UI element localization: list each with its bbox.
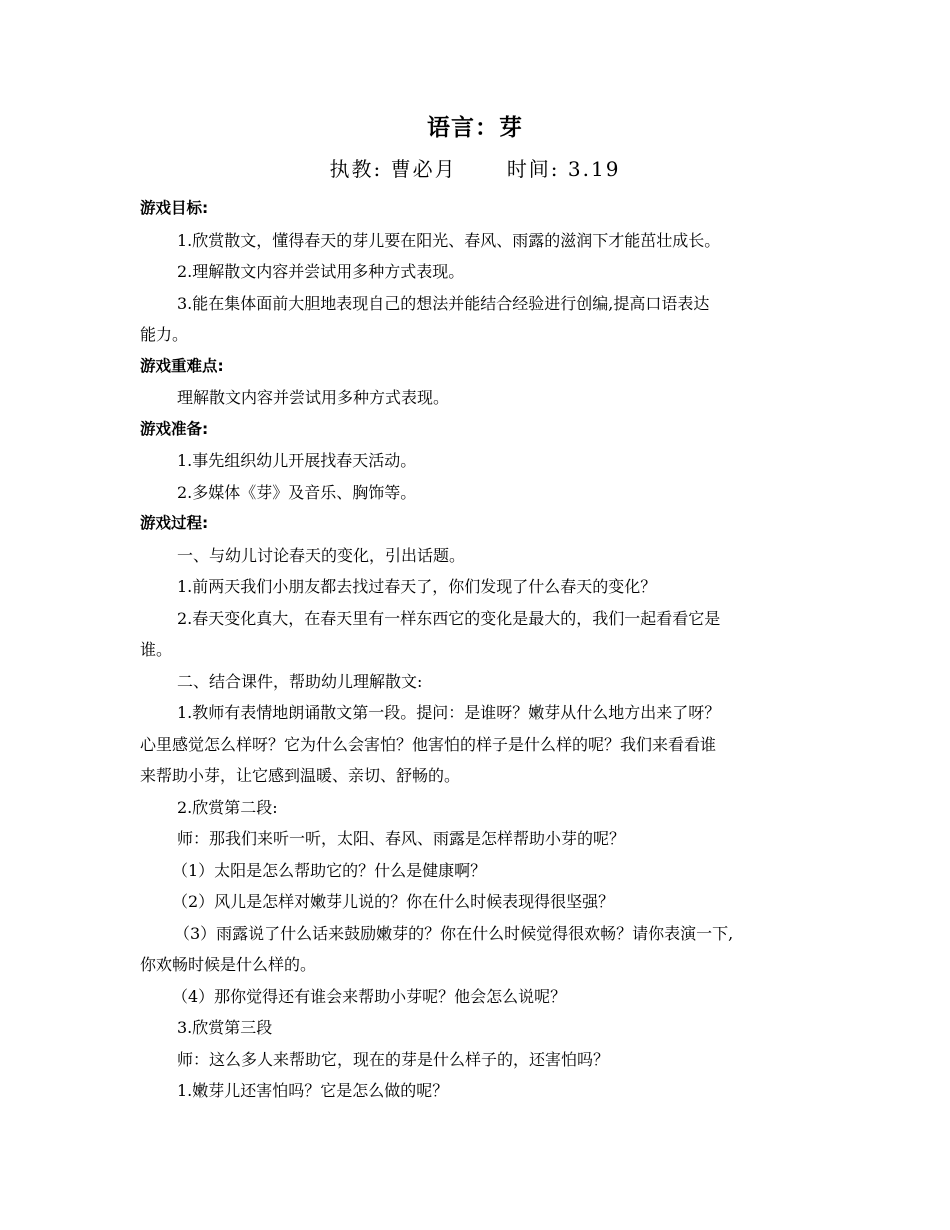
process-line: 师：这么多人来帮助它，现在的芽是什么样子的，还害怕吗？ xyxy=(177,1049,610,1069)
process-line-continuation: 来帮助小芽，让它感到温暖、亲切、舒畅的。 xyxy=(140,766,461,785)
goal-item: 1.欣赏散文，懂得春天的芽儿要在阳光、春风、雨露的滋润下才能茁壮成长。 xyxy=(177,230,721,250)
process-line: 1.教师有表情地朗诵散文第一段。提问：是谁呀？嫩芽从什么地方出来了呀？ xyxy=(177,703,721,722)
process-step-heading: 一、与幼儿讨论春天的变化，引出话题。 xyxy=(177,545,466,565)
goal-item: 2.理解散文内容并尝试用多种方式表现。 xyxy=(177,262,465,281)
goal-item-continuation: 能力。 xyxy=(140,325,189,344)
process-question: （4）那你觉得还有谁会来帮助小芽呢？他会怎么说呢？ xyxy=(172,986,567,1006)
goals-heading: 游戏目标: xyxy=(140,199,209,217)
process-step-heading: 二、结合课件，帮助幼儿理解散文: xyxy=(177,671,423,691)
document-body xyxy=(140,193,820,1107)
preparation-item: 1.事先组织幼儿开展找春天活动。 xyxy=(177,451,417,470)
process-question: （3）雨露说了什么话来鼓励嫩芽的？你在什么时候觉得很欢畅？请你表演一下, xyxy=(174,923,734,943)
teacher-name: 曹必月 xyxy=(390,157,457,181)
byline xyxy=(0,153,950,185)
process-line: 1.嫩芽儿还害怕吗？它是怎么做的呢？ xyxy=(177,1081,449,1100)
teacher-label: 执教: xyxy=(329,157,383,181)
process-line: 1.前两天我们小朋友都去找过春天了，你们发现了什么春天的变化？ xyxy=(177,577,657,596)
process-line: 师：那我们来听一听，太阳、春风、雨露是怎样帮助小芽的呢？ xyxy=(177,829,626,848)
process-line: 2.欣赏第二段: xyxy=(177,797,278,817)
process-question: （1）太阳是怎么帮助它的？什么是健康啊？ xyxy=(172,860,487,880)
preparation-item: 2.多媒体《芽》及音乐、胸饰等。 xyxy=(177,482,417,502)
goal-item: 3.能在集体面前大胆地表现自己的想法并能结合经验进行创编,提高口语表达 xyxy=(177,293,710,313)
process-question: （2）风儿是怎样对嫩芽儿说的？你在什么时候表现得很坚强？ xyxy=(172,892,615,911)
process-heading: 游戏过程: xyxy=(140,514,209,532)
key-point-item: 理解散文内容并尝试用多种方式表现。 xyxy=(177,388,450,407)
process-line-continuation: 你欢畅时候是什么样的。 xyxy=(140,955,317,974)
process-line-continuation: 心里感觉怎么样呀？它为什么会害怕？他害怕的样子是什么样的呢？我们来看看谁 xyxy=(140,734,717,754)
key-points-heading: 游戏重难点: xyxy=(140,356,224,375)
time-value: 3.19 xyxy=(567,157,621,181)
page-title: 语言：芽 xyxy=(427,115,523,141)
time-label: 时间: xyxy=(506,157,560,181)
process-line-continuation: 谁。 xyxy=(140,640,173,659)
preparation-heading: 游戏准备: xyxy=(140,419,209,438)
process-line: 2.春天变化真大，在春天里有一样东西它的变化是最大的，我们一起看看它是 xyxy=(177,608,721,628)
process-line: 3.欣赏第三段 xyxy=(177,1018,273,1037)
